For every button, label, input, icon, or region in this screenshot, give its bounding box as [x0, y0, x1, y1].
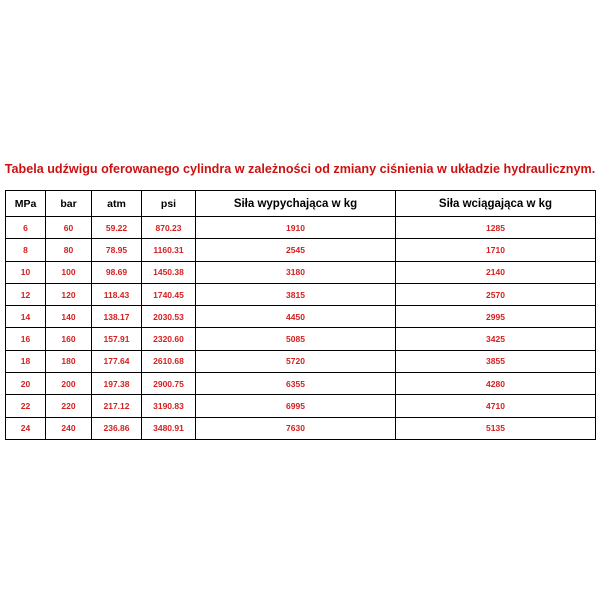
- table-row: [6, 261, 596, 283]
- cell-mpa: 20: [6, 373, 46, 395]
- table-row: [6, 395, 596, 417]
- cell-bar: 180: [46, 350, 92, 372]
- cell-atm: 78.95: [92, 239, 142, 261]
- cell-pull-force: 4710: [396, 395, 596, 417]
- table-row: [6, 283, 596, 305]
- cell-pull-force: 2140: [396, 261, 596, 283]
- cell-psi: 2030.53: [142, 306, 196, 328]
- cell-push-force: 5085: [196, 328, 396, 350]
- header-pull-force: Siła wciągająca w kg: [396, 191, 596, 217]
- cell-atm: 138.17: [92, 306, 142, 328]
- cell-mpa: 18: [6, 350, 46, 372]
- header-psi: psi: [142, 191, 196, 217]
- cell-bar: 100: [46, 261, 92, 283]
- cell-push-force: 7630: [196, 417, 396, 439]
- cell-bar: 120: [46, 283, 92, 305]
- cell-atm: 197.38: [92, 373, 142, 395]
- cell-bar: 140: [46, 306, 92, 328]
- cell-atm: 177.64: [92, 350, 142, 372]
- cell-bar: 220: [46, 395, 92, 417]
- cell-psi: 1740.45: [142, 283, 196, 305]
- cell-push-force: 2545: [196, 239, 396, 261]
- cell-psi: 1160.31: [142, 239, 196, 261]
- cell-pull-force: 3425: [396, 328, 596, 350]
- page-title: Tabela udźwigu oferowanego cylindra w zależności od zmiany ciśnienia w układzie hydraulicznym.: [4, 162, 596, 176]
- cell-psi: 2610.68: [142, 350, 196, 372]
- cell-atm: 236.86: [92, 417, 142, 439]
- cell-mpa: 6: [6, 217, 46, 239]
- cell-push-force: 6355: [196, 373, 396, 395]
- table-body: [6, 217, 596, 440]
- cell-psi: 3190.83: [142, 395, 196, 417]
- cell-atm: 59.22: [92, 217, 142, 239]
- cell-push-force: 4450: [196, 306, 396, 328]
- cell-mpa: 22: [6, 395, 46, 417]
- table-row: [6, 328, 596, 350]
- table-header-row: [6, 191, 596, 217]
- cell-push-force: 3815: [196, 283, 396, 305]
- cell-mpa: 16: [6, 328, 46, 350]
- cell-pull-force: 1285: [396, 217, 596, 239]
- header-atm: atm: [92, 191, 142, 217]
- cell-bar: 60: [46, 217, 92, 239]
- cell-push-force: 1910: [196, 217, 396, 239]
- cell-pull-force: 2570: [396, 283, 596, 305]
- cell-mpa: 8: [6, 239, 46, 261]
- header-mpa: MPa: [6, 191, 46, 217]
- cell-psi: 1450.38: [142, 261, 196, 283]
- lifting-capacity-table: [5, 190, 596, 440]
- header-bar: bar: [46, 191, 92, 217]
- cell-mpa: 10: [6, 261, 46, 283]
- cell-atm: 217.12: [92, 395, 142, 417]
- cell-pull-force: 5135: [396, 417, 596, 439]
- cell-psi: 870.23: [142, 217, 196, 239]
- table-row: [6, 373, 596, 395]
- cell-atm: 157.91: [92, 328, 142, 350]
- header-push-force: Siła wypychająca w kg: [196, 191, 396, 217]
- cell-atm: 98.69: [92, 261, 142, 283]
- cell-pull-force: 3855: [396, 350, 596, 372]
- cell-bar: 240: [46, 417, 92, 439]
- cell-push-force: 6995: [196, 395, 396, 417]
- cell-pull-force: 2995: [396, 306, 596, 328]
- cell-bar: 160: [46, 328, 92, 350]
- cell-mpa: 12: [6, 283, 46, 305]
- cell-pull-force: 1710: [396, 239, 596, 261]
- cell-psi: 3480.91: [142, 417, 196, 439]
- table-row: [6, 306, 596, 328]
- table-row: [6, 239, 596, 261]
- table-row: [6, 350, 596, 372]
- cell-mpa: 24: [6, 417, 46, 439]
- cell-bar: 80: [46, 239, 92, 261]
- cell-push-force: 5720: [196, 350, 396, 372]
- cell-mpa: 14: [6, 306, 46, 328]
- table-row: [6, 217, 596, 239]
- cell-psi: 2320.60: [142, 328, 196, 350]
- cell-atm: 118.43: [92, 283, 142, 305]
- cell-pull-force: 4280: [396, 373, 596, 395]
- table-row: [6, 417, 596, 439]
- cell-push-force: 3180: [196, 261, 396, 283]
- cell-bar: 200: [46, 373, 92, 395]
- cell-psi: 2900.75: [142, 373, 196, 395]
